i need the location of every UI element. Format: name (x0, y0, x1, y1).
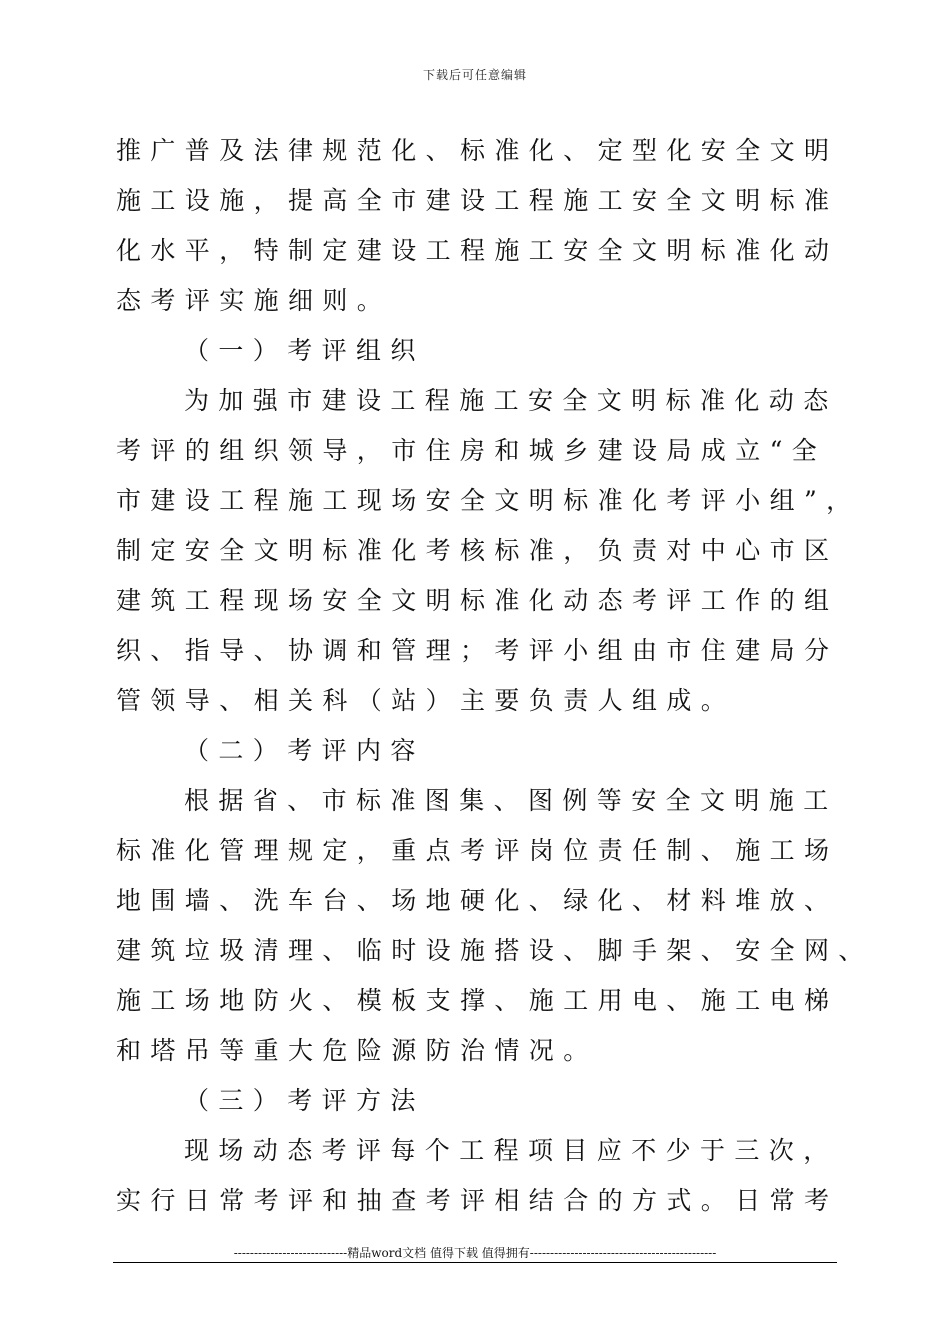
body-line: 化水平，特制定建设工程施工安全文明标准化动 (116, 236, 839, 265)
body-line: 为加强市建设工程施工安全文明标准化动态 (184, 386, 838, 415)
section-heading-2: （二）考评内容 (184, 736, 425, 765)
body-line: 织、指导、协调和管理；考评小组由市住建局分 (116, 636, 839, 665)
body-line: 建筑工程现场安全文明标准化动态考评工作的组 (116, 586, 839, 615)
body-line: 施工场地防火、模板支撑、施工用电、施工电梯 (116, 986, 839, 1015)
body-line: 管领导、相关科（站）主要负责人组成。 (116, 686, 736, 715)
body-line: 现场动态考评每个工程项目应不少于三次， (184, 1136, 838, 1165)
document-body (116, 126, 873, 1226)
body-line: 市建设工程施工现场安全文明标准化考评小组”， (116, 486, 861, 515)
body-line: 建筑垃圾清理、临时设施搭设、脚手架、安全网、 (116, 936, 873, 965)
page-footer: ----------------------------精品word文档 值得下载 值得拥有---------------------------------------------- (233, 1246, 717, 1260)
body-line: 考评的组织领导，市住房和城乡建设局成立“全 (116, 436, 827, 465)
page-header: 下载后可任意编辑 (422, 68, 527, 82)
body-line: 推广普及法律规范化、标准化、定型化安全文明 (116, 136, 839, 165)
section-heading-1: （一）考评组织 (184, 336, 425, 365)
footer-divider (113, 1262, 837, 1263)
body-line: 标准化管理规定，重点考评岗位责任制、施工场 (116, 836, 839, 865)
body-line: 态考评实施细则。 (116, 286, 392, 315)
body-line: 制定安全文明标准化考核标准，负责对中心市区 (116, 536, 839, 565)
body-line: 施工设施，提高全市建设工程施工安全文明标准 (116, 186, 839, 215)
body-line: 地围墙、洗车台、场地硬化、绿化、材料堆放、 (116, 886, 839, 915)
body-line: 和塔吊等重大危险源防治情况。 (116, 1036, 598, 1065)
body-line: 实行日常考评和抽查考评相结合的方式。日常考 (116, 1186, 839, 1215)
body-line: 根据省、市标准图集、图例等安全文明施工 (184, 786, 838, 815)
section-heading-3: （三）考评方法 (184, 1086, 425, 1115)
